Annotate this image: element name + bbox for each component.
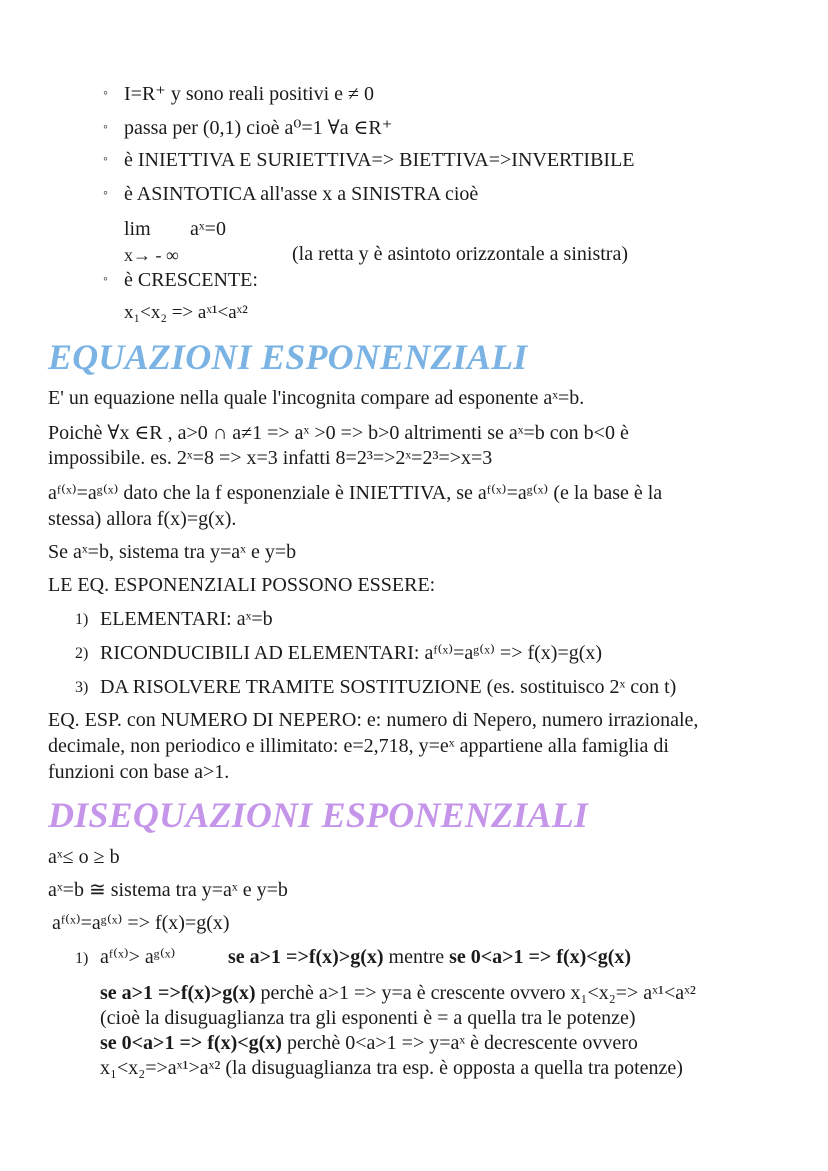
- explanation-line: x₁<x₂=>aˣ¹>aˣ² (la disuguaglianza tra esp. è opposta a quella tra potenze): [100, 1057, 683, 1079]
- paragraph: aᶠ⁽ˣ⁾=aᵍ⁽ˣ⁾ dato che la f esponenziale è INIETTIVA, se aᶠ⁽ˣ⁾=aᵍ⁽ˣ⁾ (e la base è la: [48, 482, 663, 504]
- list-item-left: aᶠ⁽ˣ⁾> aᵍ⁽ˣ⁾: [100, 946, 176, 968]
- limit-sub: x→ - ∞: [124, 245, 179, 265]
- limit-note: (la retta y è asintoto orizzontale a sinistra): [292, 243, 628, 265]
- paragraph: stessa) allora f(x)=g(x).: [48, 508, 237, 530]
- paragraph: Se aˣ=b, sistema tra y=aˣ e y=b: [48, 541, 297, 563]
- bullet-marker: ◦: [103, 152, 108, 167]
- explanation-line: [100, 1031, 638, 1055]
- paragraph: Poichè ∀x ∈R , a>0 ∩ a≠1 => aˣ >0 => b>0 altrimenti se aˣ=b con b<0 è: [48, 422, 629, 444]
- paragraph: aᶠ⁽ˣ⁾=aᵍ⁽ˣ⁾ => f(x)=g(x): [52, 912, 230, 934]
- paragraph: EQ. ESP. con NUMERO DI NEPERO: e: numero di Nepero, numero irrazionale,: [48, 709, 699, 731]
- rule-text: mentre: [383, 946, 450, 968]
- rule-bold: se 0<a>1 => f(x)<g(x): [449, 946, 632, 968]
- explanation-line: (cioè la disuguaglianza tra gli esponenti è = a quella tra le potenze): [100, 1007, 636, 1029]
- paragraph: impossibile. es. 2ˣ=8 => x=3 infatti 8=2³=>2ˣ=2³=>x=3: [48, 447, 493, 469]
- bullet-item: passa per (0,1) cioè a⁰=1 ∀a ∈R⁺: [124, 117, 393, 139]
- paragraph: E' un equazione nella quale l'incognita compare ad esponente aˣ=b.: [48, 387, 585, 409]
- paragraph: aˣ≤ o ≥ b: [48, 846, 120, 868]
- list-item-right: [228, 945, 631, 969]
- paragraph: decimale, non periodico e illimitato: e=2,718, y=eˣ appartiene alla famiglia di: [48, 735, 669, 757]
- bullet-item: è ASINTOTICA all'asse x a SINISTRA cioè: [124, 183, 479, 205]
- rule-bold: se a>1 =>f(x)>g(x): [228, 946, 384, 968]
- list-number: 3): [75, 679, 89, 696]
- paragraph: aˣ=b ≅ sistema tra y=aˣ e y=b: [48, 879, 288, 901]
- bullet-item: è CRESCENTE:: [124, 269, 258, 291]
- bullet-marker: ◦: [103, 272, 108, 287]
- bullet-item: è INIETTIVA E SURIETTIVA=> BIETTIVA=>INVERTIBILE: [124, 149, 635, 171]
- bullet-marker: ◦: [103, 120, 108, 135]
- paragraph: funzioni con base a>1.: [48, 761, 230, 783]
- rule-bold: se a>1 =>f(x)>g(x): [100, 982, 256, 1004]
- bullet-marker: ◦: [103, 86, 108, 101]
- bullet-item: I=R⁺ y sono reali positivi e ≠ 0: [124, 83, 375, 105]
- rule-text: perchè a>1 => y=a è crescente ovvero x₁<x₂=> aˣ¹<aˣ²: [255, 982, 696, 1004]
- list-item: RICONDUCIBILI AD ELEMENTARI: aᶠ⁽ˣ⁾=aᵍ⁽ˣ⁾ => f(x)=g(x): [100, 642, 603, 664]
- crescente-expr: x₁<x₂ => aˣ¹<aˣ²: [124, 302, 248, 323]
- explanation-line: [100, 981, 696, 1005]
- rule-bold: se 0<a>1 => f(x)<g(x): [100, 1032, 282, 1054]
- list-number: 2): [75, 645, 89, 662]
- list-item: ELEMENTARI: aˣ=b: [100, 608, 273, 630]
- rule-text: perchè 0<a>1 => y=aˣ è decrescente ovvero: [281, 1032, 638, 1054]
- limit-expr: aˣ=0: [190, 218, 226, 240]
- list-number: 1): [75, 611, 89, 628]
- bullet-marker: ◦: [103, 186, 108, 201]
- list-item: DA RISOLVERE TRAMITE SOSTITUZIONE (es. sostituisco 2ˣ con t): [100, 676, 677, 698]
- section-title-equazioni: EQUAZIONI ESPONENZIALI: [48, 337, 528, 377]
- limit-lim: lim: [124, 218, 151, 240]
- paragraph: LE EQ. ESPONENZIALI POSSONO ESSERE:: [48, 574, 436, 596]
- list-number: 1): [75, 950, 89, 967]
- section-title-disequazioni: DISEQUAZIONI ESPONENZIALI: [48, 795, 589, 835]
